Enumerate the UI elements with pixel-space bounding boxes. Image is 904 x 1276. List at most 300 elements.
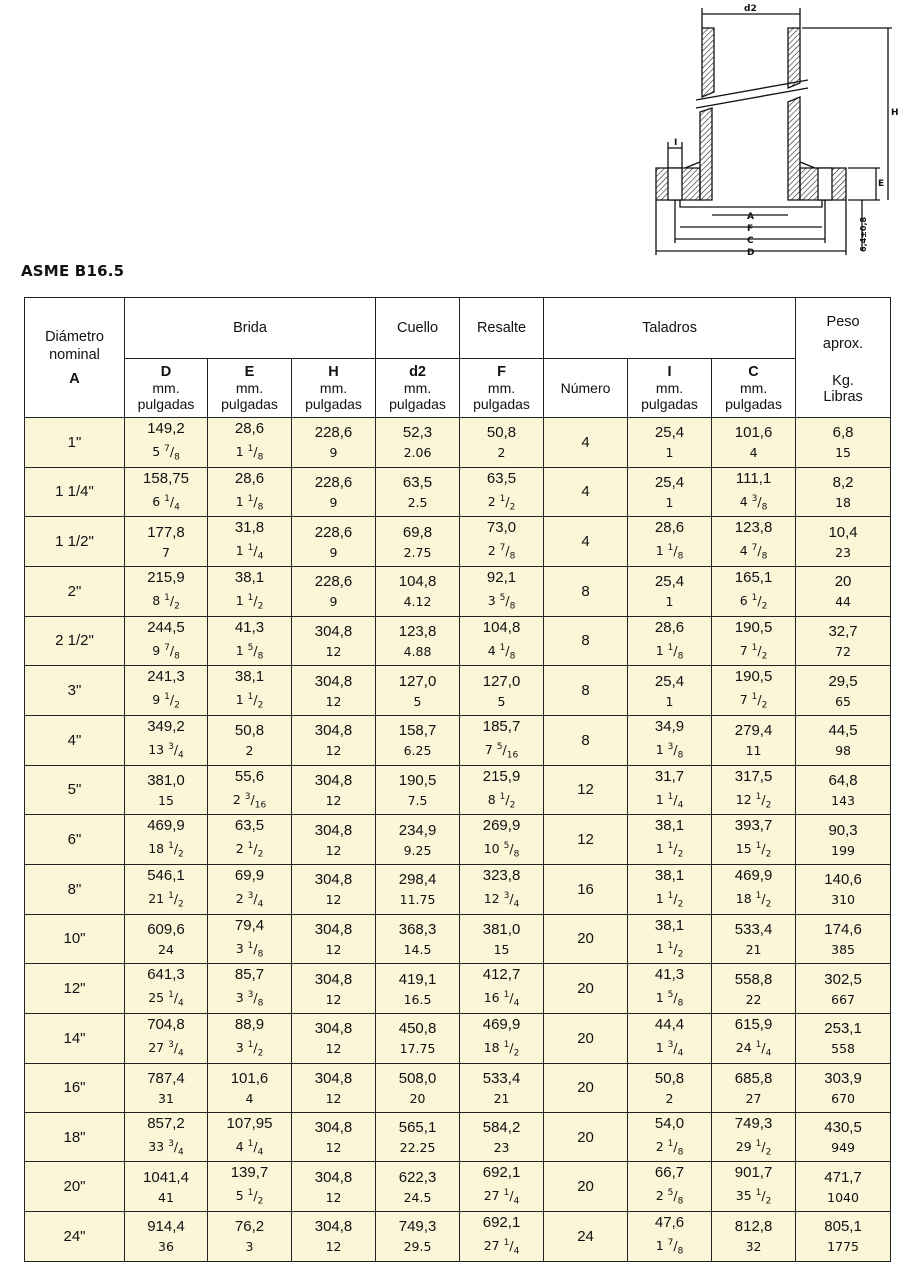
table-row bbox=[25, 418, 891, 468]
value-mm: 304,8 bbox=[314, 622, 353, 640]
value-inch: 4.88 bbox=[403, 643, 432, 659]
cell-h bbox=[292, 765, 376, 815]
value-inch: 8 $^1/_2$ bbox=[152, 592, 180, 612]
cell-d2 bbox=[376, 1212, 460, 1262]
value-mm: 304,8 bbox=[314, 871, 353, 889]
cell-e bbox=[208, 566, 292, 616]
value-inch: 7.5 bbox=[407, 792, 428, 808]
value-inch: 2 bbox=[665, 1090, 674, 1106]
value-inch: 9 $^1/_2$ bbox=[152, 692, 180, 711]
cell-c bbox=[712, 1063, 796, 1112]
value-mm: 55,6 bbox=[234, 767, 265, 785]
header-taladros: Taladros bbox=[544, 298, 796, 359]
value-inch: 72 bbox=[835, 643, 852, 659]
cell-f bbox=[460, 517, 544, 567]
value-inch: 1 bbox=[665, 494, 674, 510]
value-inch: 3 bbox=[245, 1239, 254, 1255]
value-mm: 123,8 bbox=[734, 519, 773, 537]
header-peso: Peso aprox. Kg. Libras bbox=[796, 298, 891, 418]
value-mm: 149,2 bbox=[147, 420, 185, 437]
cell-i bbox=[628, 467, 712, 517]
cell-d bbox=[125, 418, 208, 468]
value-inch: 143 bbox=[831, 792, 855, 808]
cell-n: 20 bbox=[544, 914, 628, 964]
value-mm: 228,6 bbox=[314, 473, 353, 491]
cell-e bbox=[208, 765, 292, 815]
value-inch: 1 $^1/_4$ bbox=[655, 791, 684, 811]
value-mm: 20 bbox=[834, 573, 852, 591]
cell-d bbox=[125, 1162, 208, 1212]
cell-n: 24 bbox=[544, 1212, 628, 1262]
value-inch: 24.5 bbox=[403, 1189, 432, 1205]
table-row bbox=[25, 765, 891, 815]
value-mm: 107,95 bbox=[226, 1114, 273, 1132]
cell-c bbox=[712, 914, 796, 964]
value-inch: 12 bbox=[325, 1041, 342, 1057]
header-e: E mm. pulgadas bbox=[208, 359, 292, 418]
value-inch: 18 $^1/_2$ bbox=[148, 841, 184, 860]
value-inch: 2 bbox=[497, 445, 506, 461]
value-inch: 1 $^1/_4$ bbox=[235, 543, 264, 562]
value-mm: 381,0 bbox=[147, 771, 185, 789]
value-inch: 7 $^1/_2$ bbox=[739, 642, 768, 662]
cell-f bbox=[460, 815, 544, 865]
cell-e bbox=[208, 1212, 292, 1262]
value-inch: 13 $^3/_4$ bbox=[148, 741, 184, 761]
value-inch: 12 $^3/_4$ bbox=[483, 890, 520, 910]
value-inch: 12 bbox=[325, 1140, 342, 1156]
value-mm: 812,8 bbox=[734, 1218, 773, 1236]
cell-d bbox=[125, 1212, 208, 1262]
value-mm: 101,6 bbox=[230, 1069, 269, 1087]
value-inch: 12 bbox=[325, 792, 342, 808]
cell-kg bbox=[796, 864, 891, 914]
header-a: A bbox=[69, 370, 80, 387]
value-inch: 20 bbox=[409, 1090, 426, 1106]
cell-c bbox=[712, 666, 796, 716]
value-inch: 23 bbox=[835, 544, 852, 560]
value-inch: 1 bbox=[665, 445, 674, 461]
cell-d bbox=[125, 1013, 208, 1063]
cell-h bbox=[292, 1013, 376, 1063]
value-mm: 79,4 bbox=[234, 916, 265, 934]
value-mm: 215,9 bbox=[482, 767, 521, 785]
value-mm: 127,0 bbox=[482, 672, 521, 690]
value-inch: 2 $^3/_4$ bbox=[235, 890, 264, 910]
cell-d bbox=[125, 1063, 208, 1112]
value-mm: 857,2 bbox=[147, 1114, 185, 1132]
nominal-diameter-cell: 1 1/2" bbox=[25, 517, 125, 567]
value-inch: 10 $^5/_8$ bbox=[483, 841, 520, 860]
value-inch: 6 $^1/_4$ bbox=[152, 493, 180, 513]
cell-d2 bbox=[376, 914, 460, 964]
cell-h bbox=[292, 666, 376, 716]
value-mm: 63,5 bbox=[234, 817, 265, 835]
value-mm: 304,8 bbox=[314, 920, 353, 938]
value-inch: 35 $^1/_2$ bbox=[735, 1188, 772, 1208]
cell-f bbox=[460, 418, 544, 468]
value-mm: 38,1 bbox=[234, 568, 265, 586]
cell-n: 8 bbox=[544, 616, 628, 666]
value-mm: 704,8 bbox=[147, 1015, 185, 1033]
value-mm: 50,8 bbox=[486, 424, 517, 442]
table-row bbox=[25, 715, 891, 765]
cell-d2 bbox=[376, 666, 460, 716]
value-mm: 215,9 bbox=[147, 568, 185, 586]
value-mm: 304,8 bbox=[314, 1119, 353, 1137]
nominal-diameter-cell: 1" bbox=[25, 418, 125, 468]
cell-f bbox=[460, 566, 544, 616]
value-mm: 279,4 bbox=[734, 722, 773, 740]
value-mm: 692,1 bbox=[482, 1164, 521, 1182]
value-inch: 32 bbox=[745, 1239, 762, 1255]
cell-d bbox=[125, 964, 208, 1014]
cell-f bbox=[460, 467, 544, 517]
value-inch: 7 $^1/_2$ bbox=[739, 692, 768, 711]
cell-i bbox=[628, 1063, 712, 1112]
value-mm: 111,1 bbox=[735, 469, 772, 487]
cell-i bbox=[628, 1013, 712, 1063]
cell-f bbox=[460, 1162, 544, 1212]
value-mm: 419,1 bbox=[398, 970, 437, 988]
value-mm: 90,3 bbox=[828, 821, 858, 839]
value-mm: 393,7 bbox=[734, 817, 773, 835]
nominal-diameter-cell: 16" bbox=[25, 1063, 125, 1112]
value-inch: 1 $^1/_8$ bbox=[235, 493, 264, 513]
cell-kg bbox=[796, 1063, 891, 1112]
cell-e bbox=[208, 1162, 292, 1212]
cell-c bbox=[712, 517, 796, 567]
value-mm: 63,5 bbox=[402, 473, 433, 491]
cell-f bbox=[460, 666, 544, 716]
value-inch: 2 $^1/_2$ bbox=[487, 493, 516, 513]
cell-i bbox=[628, 1212, 712, 1262]
cell-d bbox=[125, 517, 208, 567]
cell-d2 bbox=[376, 418, 460, 468]
value-mm: 469,9 bbox=[734, 866, 773, 884]
value-mm: 29,5 bbox=[828, 672, 858, 690]
value-mm: 158,75 bbox=[143, 469, 189, 487]
cell-h bbox=[292, 517, 376, 567]
value-inch: 5 bbox=[497, 693, 506, 709]
value-mm: 38,1 bbox=[654, 817, 685, 835]
value-inch: 17.75 bbox=[399, 1041, 436, 1057]
cell-e bbox=[208, 715, 292, 765]
cell-d2 bbox=[376, 715, 460, 765]
value-mm: 38,1 bbox=[234, 668, 265, 686]
value-mm: 73,0 bbox=[486, 519, 517, 537]
cell-i bbox=[628, 1112, 712, 1162]
value-inch: 11 bbox=[745, 743, 762, 759]
value-inch: 16.5 bbox=[403, 991, 432, 1007]
cell-d bbox=[125, 864, 208, 914]
cell-e bbox=[208, 864, 292, 914]
value-mm: 692,1 bbox=[482, 1214, 521, 1232]
cell-e bbox=[208, 616, 292, 666]
cell-d bbox=[125, 765, 208, 815]
value-mm: 92,1 bbox=[486, 568, 517, 586]
value-mm: 69,8 bbox=[402, 523, 433, 541]
cell-i bbox=[628, 666, 712, 716]
value-inch: 9.25 bbox=[403, 842, 432, 858]
value-mm: 47,6 bbox=[654, 1214, 685, 1232]
cell-c bbox=[712, 1162, 796, 1212]
value-mm: 298,4 bbox=[398, 871, 437, 889]
cell-d2 bbox=[376, 1013, 460, 1063]
value-mm: 253,1 bbox=[824, 1020, 862, 1038]
nominal-diameter-cell: 14" bbox=[25, 1013, 125, 1063]
value-inch: 22 bbox=[745, 991, 762, 1007]
value-mm: 546,1 bbox=[147, 866, 185, 884]
value-inch: 1775 bbox=[827, 1239, 859, 1255]
cell-c bbox=[712, 815, 796, 865]
table-row bbox=[25, 1162, 891, 1212]
value-mm: 25,4 bbox=[654, 424, 685, 442]
value-inch: 27 $^1/_4$ bbox=[483, 1188, 520, 1208]
cell-n: 16 bbox=[544, 864, 628, 914]
header-f: F mm. pulgadas bbox=[460, 359, 544, 418]
cell-c bbox=[712, 864, 796, 914]
value-mm: 31,8 bbox=[234, 519, 265, 537]
value-inch: 7 $^5/_{16}$ bbox=[484, 741, 519, 761]
value-inch: 16 $^1/_4$ bbox=[483, 990, 520, 1009]
value-inch: 2 $^1/_8$ bbox=[655, 1138, 684, 1158]
value-mm: 127,0 bbox=[398, 672, 437, 690]
value-mm: 615,9 bbox=[734, 1015, 773, 1033]
value-mm: 64,8 bbox=[828, 771, 858, 789]
value-inch: 199 bbox=[831, 842, 855, 858]
header-d2: d2 mm. pulgadas bbox=[376, 359, 460, 418]
value-mm: 584,2 bbox=[482, 1119, 521, 1137]
value-inch: 9 bbox=[329, 594, 338, 610]
header-c: C mm. pulgadas bbox=[712, 359, 796, 418]
cell-kg bbox=[796, 1162, 891, 1212]
flange-diagram bbox=[640, 0, 904, 262]
value-mm: 622,3 bbox=[398, 1168, 437, 1186]
cell-d bbox=[125, 666, 208, 716]
cell-n: 4 bbox=[544, 467, 628, 517]
value-mm: 304,8 bbox=[314, 771, 353, 789]
value-mm: 381,0 bbox=[482, 920, 521, 938]
table-row bbox=[25, 815, 891, 865]
value-inch: 3 $^3/_8$ bbox=[235, 990, 264, 1009]
cell-kg bbox=[796, 517, 891, 567]
value-mm: 304,8 bbox=[314, 1168, 353, 1186]
cell-e bbox=[208, 815, 292, 865]
value-mm: 85,7 bbox=[234, 966, 265, 984]
value-inch: 18 $^1/_2$ bbox=[735, 890, 772, 910]
cell-h bbox=[292, 1112, 376, 1162]
value-mm: 533,4 bbox=[482, 1069, 521, 1087]
value-inch: 4.12 bbox=[403, 594, 432, 610]
header-i: I mm. pulgadas bbox=[628, 359, 712, 418]
value-mm: 241,3 bbox=[147, 668, 185, 686]
value-mm: 349,2 bbox=[147, 717, 185, 735]
value-mm: 28,6 bbox=[234, 469, 265, 487]
nominal-diameter-cell: 20" bbox=[25, 1162, 125, 1212]
cell-d2 bbox=[376, 616, 460, 666]
cell-h bbox=[292, 1212, 376, 1262]
value-inch: 24 $^1/_4$ bbox=[735, 1039, 772, 1059]
nominal-diameter-cell: 2" bbox=[25, 566, 125, 616]
value-inch: 11.75 bbox=[399, 892, 436, 908]
nominal-diameter-cell: 5" bbox=[25, 765, 125, 815]
value-mm: 31,7 bbox=[654, 767, 685, 785]
header-h: H mm. pulgadas bbox=[292, 359, 376, 418]
value-mm: 25,4 bbox=[654, 573, 685, 591]
value-inch: 3 $^1/_8$ bbox=[235, 940, 264, 960]
value-inch: 4 $^3/_8$ bbox=[739, 493, 768, 513]
value-mm: 104,8 bbox=[482, 618, 521, 636]
cell-d2 bbox=[376, 765, 460, 815]
cell-kg bbox=[796, 666, 891, 716]
value-mm: 508,0 bbox=[398, 1069, 437, 1087]
value-mm: 805,1 bbox=[824, 1218, 862, 1236]
cell-d bbox=[125, 467, 208, 517]
value-mm: 190,5 bbox=[734, 668, 773, 686]
value-mm: 41,3 bbox=[654, 966, 685, 984]
table-row bbox=[25, 566, 891, 616]
value-inch: 1 $^7/_8$ bbox=[655, 1238, 684, 1257]
cell-e bbox=[208, 418, 292, 468]
header-cuello: Cuello bbox=[376, 298, 460, 359]
e-label: E bbox=[878, 179, 885, 189]
nominal-diameter-cell: 18" bbox=[25, 1112, 125, 1162]
cell-c bbox=[712, 418, 796, 468]
cell-h bbox=[292, 566, 376, 616]
value-inch: 22.25 bbox=[399, 1140, 436, 1156]
table-row bbox=[25, 1212, 891, 1262]
cell-h bbox=[292, 1162, 376, 1212]
value-inch: 9 bbox=[329, 445, 338, 461]
value-mm: 28,6 bbox=[654, 618, 685, 636]
value-inch: 44 bbox=[835, 594, 852, 610]
value-mm: 66,7 bbox=[654, 1164, 685, 1182]
value-inch: 24 bbox=[158, 941, 174, 957]
cell-d bbox=[125, 815, 208, 865]
value-inch: 15 $^1/_2$ bbox=[735, 841, 772, 860]
cell-f bbox=[460, 1112, 544, 1162]
value-inch: 2.75 bbox=[403, 544, 432, 560]
value-inch: 31 bbox=[158, 1090, 174, 1106]
cell-h bbox=[292, 964, 376, 1014]
value-mm: 28,6 bbox=[234, 420, 265, 437]
value-inch: 2 $^3/_{16}$ bbox=[232, 791, 267, 811]
cell-kg bbox=[796, 418, 891, 468]
cell-f bbox=[460, 1013, 544, 1063]
value-mm: 139,7 bbox=[230, 1164, 269, 1182]
nominal-diameter-cell: 6" bbox=[25, 815, 125, 865]
value-mm: 6,8 bbox=[832, 424, 854, 442]
cell-n: 20 bbox=[544, 1112, 628, 1162]
nominal-diameter-cell: 8" bbox=[25, 864, 125, 914]
h-label: H bbox=[891, 108, 899, 118]
value-mm: 32,7 bbox=[828, 622, 858, 640]
value-mm: 54,0 bbox=[654, 1114, 685, 1132]
value-mm: 749,3 bbox=[734, 1114, 773, 1132]
value-inch: 27 $^3/_4$ bbox=[148, 1039, 184, 1059]
value-mm: 304,8 bbox=[314, 672, 353, 690]
value-inch: 41 bbox=[158, 1189, 174, 1205]
cell-d bbox=[125, 1112, 208, 1162]
value-inch: 1 bbox=[665, 693, 674, 709]
value-inch: 29 $^1/_2$ bbox=[735, 1138, 772, 1158]
cell-i bbox=[628, 815, 712, 865]
cell-e bbox=[208, 666, 292, 716]
value-mm: 185,7 bbox=[482, 717, 521, 735]
header-d: D mm. pulgadas bbox=[125, 359, 208, 418]
value-mm: 10,4 bbox=[828, 523, 858, 541]
cell-c bbox=[712, 765, 796, 815]
value-mm: 244,5 bbox=[147, 618, 185, 636]
cell-d bbox=[125, 616, 208, 666]
value-inch: 385 bbox=[831, 941, 855, 957]
value-inch: 1 $^1/_8$ bbox=[655, 543, 684, 562]
cell-h bbox=[292, 815, 376, 865]
cell-c bbox=[712, 715, 796, 765]
value-inch: 23 bbox=[493, 1140, 510, 1156]
value-mm: 190,5 bbox=[734, 618, 773, 636]
cell-i bbox=[628, 616, 712, 666]
cell-d2 bbox=[376, 1112, 460, 1162]
nominal-diameter-cell: 4" bbox=[25, 715, 125, 765]
value-inch: 25 $^1/_4$ bbox=[148, 990, 184, 1009]
cell-e bbox=[208, 1013, 292, 1063]
table-row bbox=[25, 914, 891, 964]
value-inch: 21 $^1/_2$ bbox=[148, 890, 184, 910]
value-inch: 1 bbox=[665, 594, 674, 610]
d2-label: d2 bbox=[744, 4, 757, 14]
cell-n: 20 bbox=[544, 1162, 628, 1212]
cell-i bbox=[628, 765, 712, 815]
cell-d2 bbox=[376, 864, 460, 914]
cell-d2 bbox=[376, 964, 460, 1014]
cell-e bbox=[208, 467, 292, 517]
cell-i bbox=[628, 914, 712, 964]
value-inch: 949 bbox=[831, 1140, 855, 1156]
value-inch: 8 $^1/_2$ bbox=[487, 791, 516, 811]
value-inch: 12 bbox=[325, 941, 342, 957]
value-mm: 609,6 bbox=[147, 920, 185, 938]
value-mm: 38,1 bbox=[654, 916, 685, 934]
value-mm: 44,4 bbox=[654, 1015, 685, 1033]
value-inch: 4 $^1/_8$ bbox=[487, 642, 516, 662]
cell-d bbox=[125, 914, 208, 964]
table-row bbox=[25, 1112, 891, 1162]
cell-d2 bbox=[376, 1162, 460, 1212]
cell-f bbox=[460, 964, 544, 1014]
cell-h bbox=[292, 914, 376, 964]
value-inch: 4 $^1/_4$ bbox=[235, 1138, 264, 1158]
cell-f bbox=[460, 1063, 544, 1112]
value-inch: 1 $^1/_2$ bbox=[235, 692, 264, 711]
value-inch: 29.5 bbox=[403, 1239, 432, 1255]
value-mm: 302,5 bbox=[824, 970, 862, 988]
value-mm: 88,9 bbox=[234, 1015, 265, 1033]
value-inch: 1 $^1/_2$ bbox=[655, 940, 684, 960]
value-mm: 304,8 bbox=[314, 821, 353, 839]
nominal-diameter-cell: 12" bbox=[25, 964, 125, 1014]
value-mm: 8,2 bbox=[832, 473, 854, 491]
value-inch: 4 bbox=[245, 1090, 254, 1106]
nominal-diameter-cell: 3" bbox=[25, 666, 125, 716]
value-mm: 50,8 bbox=[654, 1069, 685, 1087]
value-inch: 310 bbox=[831, 892, 855, 908]
value-mm: 34,9 bbox=[654, 717, 685, 735]
value-inch: 2 $^1/_2$ bbox=[235, 841, 264, 860]
cell-kg bbox=[796, 815, 891, 865]
d-label: D bbox=[747, 248, 755, 258]
